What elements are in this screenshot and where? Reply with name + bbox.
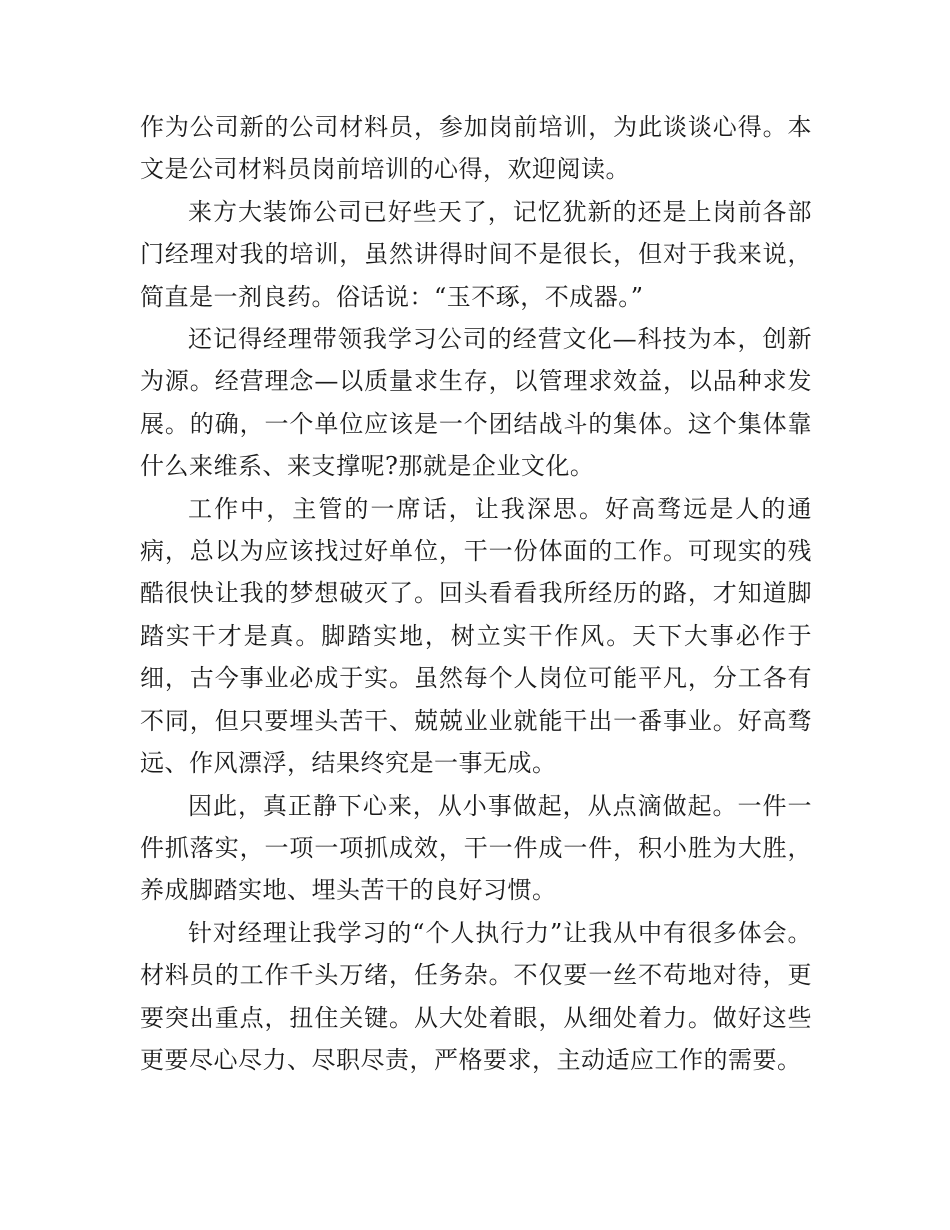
paragraph-culture: 还记得经理带领我学习公司的经营文化—科技为本，创新为源。经营理念—以质量求生存，以管理求效益，以品种求发展。的确，一个单位应该是一个团结战斗的集体。这个集体靠什么来维系、来支撑呢?那就是企业文化。	[140, 325, 812, 481]
paragraph-habits: 因此，真正静下心来，从小事做起，从点滴做起。一件一件抓落实，一项一项抓成效，干一件成一件，积小胜为大胜，养成脚踏实地、埋头苦干的良好习惯。	[140, 791, 812, 905]
paragraph-work: 工作中，主管的一席话，让我深思。好高骛远是人的通病，总以为应该找过好单位，干一份体面的工作。可现实的残酷很快让我的梦想破灭了。回头看看我所经历的路，才知道脚踏实干才是真。脚踏实地，树立实干作风。天下大事必作于细，古今事业必成于实。虽然每个人岗位可能平凡，分工各有不同，但只要埋头苦干、兢兢业业就能干出一番事业。好高骛远、作风漂浮，结果终究是一事无成。	[140, 494, 812, 778]
paragraph-training: 来方大装饰公司已好些天了，记忆犹新的还是上岗前各部门经理对我的培训，虽然讲得时间不是很长，但对于我来说，简直是一剂良药。俗话说：“玉不琢，不成器。”	[140, 197, 812, 311]
paragraph-intro: 作为公司新的公司材料员，参加岗前培训，为此谈谈心得。本文是公司材料员岗前培训的心得，欢迎阅读。	[140, 113, 812, 184]
document-body	[140, 106, 812, 1081]
paragraph-execution: 针对经理让我学习的“个人执行力”让我从中有很多体会。材料员的工作千头万绪，任务杂。不仅要一丝不苟地对待，更要突出重点，扭住关键。从大处着眼，从细处着力。做好这些更要尽心尽力、尽职尽责，严格要求，主动适应工作的需要。	[140, 918, 812, 1074]
